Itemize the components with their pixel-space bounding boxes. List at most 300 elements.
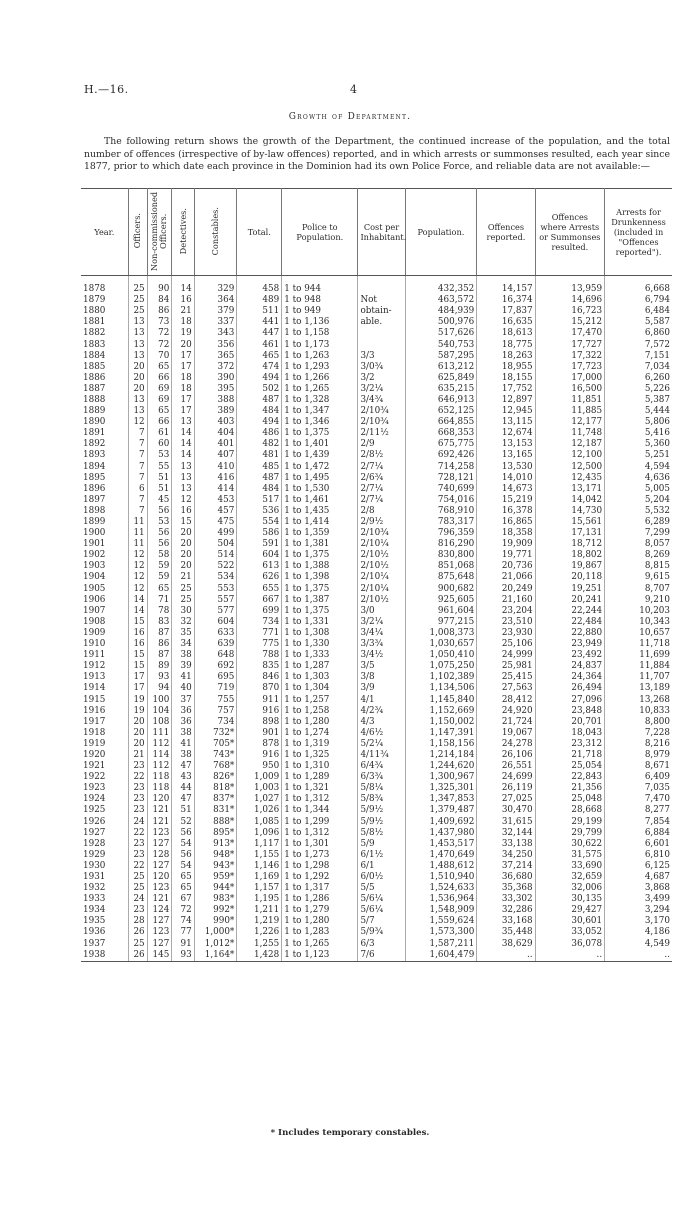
cell-detectives: 20 — [172, 550, 194, 561]
cell-total: 591 — [237, 539, 282, 550]
cell-constables: 743* — [194, 750, 237, 761]
cell-officers: 25 — [128, 306, 147, 317]
cell-drunkenness: 4,594 — [644, 461, 670, 472]
cell-detectives: 18 — [172, 317, 194, 328]
cell-cost-per-inhabitant: 2/10½ — [358, 595, 405, 606]
cell-year: 1895 — [81, 473, 128, 484]
cell-total: 626 — [237, 572, 282, 583]
cell-detectives: 91 — [172, 939, 194, 950]
cell-year: 1887 — [81, 384, 128, 395]
cell-year: 1897 — [81, 495, 128, 506]
cell-police-to-population: 1 to 1,265 — [282, 939, 358, 950]
cell-arrests-summonses: 29,799 — [535, 828, 605, 839]
cell-cost-per-inhabitant: 2/11½ — [358, 428, 405, 439]
col-header-police-to-population: Police to Population. — [282, 189, 358, 276]
cell-offences-reported: 13,153 — [477, 439, 535, 450]
cell-ncos: 56 — [147, 528, 172, 539]
cell-police-to-population: 1 to 1,461 — [282, 495, 358, 506]
cell-drunkenness: 8,057 — [644, 539, 670, 550]
cell-detectives: 13 — [172, 462, 194, 473]
cell-police-to-population: 1 to 1,289 — [282, 772, 358, 783]
cell-detectives: 14 — [172, 284, 194, 295]
cell-ncos: 69 — [147, 395, 172, 406]
cell-ncos: 72 — [147, 339, 172, 350]
cell-ncos: 59 — [147, 561, 172, 572]
cell-drunkenness: 8,707 — [644, 583, 670, 594]
cell-cost-per-inhabitant: 2/8 — [358, 506, 405, 517]
cell-cost-per-inhabitant: 2/9 — [358, 439, 405, 450]
cell-police-to-population: 1 to 1,381 — [282, 539, 358, 550]
cell-ncos: 70 — [147, 351, 172, 362]
spacer-cell — [405, 276, 477, 285]
cell-cost-per-inhabitant: 2/10¾ — [358, 406, 405, 417]
cell-officers: 13 — [128, 317, 147, 328]
cell-ncos: 90 — [147, 284, 172, 295]
cell-arrests-summonses: 33,690 — [535, 861, 605, 872]
cell-cost-per-inhabitant: 2/10¾ — [358, 528, 405, 539]
cell-cost-per-inhabitant: 6/3 — [358, 939, 405, 950]
cell-constables: 768* — [194, 761, 237, 772]
cell-year: 1894 — [81, 462, 128, 473]
cell-year: 1907 — [81, 606, 128, 617]
cell-total: 846 — [237, 672, 282, 683]
cell-total: 494 — [237, 373, 282, 384]
cell-constables: 453 — [194, 495, 237, 506]
cell-arrests-summonses: 23,949 — [535, 639, 605, 650]
cell-police-to-population: 1 to 1,279 — [282, 905, 358, 916]
table-row — [81, 539, 672, 550]
cell-year: 1898 — [81, 506, 128, 517]
cell-offences-reported: 18,955 — [477, 362, 535, 373]
cell-officers: 23 — [128, 783, 147, 794]
cell-drunkenness: 4,549 — [644, 938, 670, 949]
cell-population: 1,470,649 — [405, 850, 477, 861]
cell-year: 1928 — [81, 839, 128, 850]
cell-police-to-population: 1 to 944 — [282, 284, 358, 295]
cell-ncos: 127 — [147, 939, 172, 950]
cell-police-to-population: 1 to 1,328 — [282, 395, 358, 406]
cell-officers: 23 — [128, 794, 147, 805]
cell-constables: 983* — [194, 894, 237, 905]
cell-year: 1933 — [81, 894, 128, 905]
table-row — [81, 650, 672, 661]
cell-total: 1,155 — [237, 850, 282, 861]
cell-year: 1935 — [81, 916, 128, 927]
cell-year: 1927 — [81, 828, 128, 839]
cell-constables: 648 — [194, 650, 237, 661]
cell-police-to-population: 1 to 1,398 — [282, 572, 358, 583]
table-row — [81, 417, 672, 428]
cell-detectives: 47 — [172, 761, 194, 772]
cell-constables: 1,012* — [194, 939, 237, 950]
cell-total: 1,096 — [237, 828, 282, 839]
cell-detectives: 65 — [172, 872, 194, 883]
cell-population: 1,548,909 — [405, 905, 477, 916]
cell-ncos: 112 — [147, 761, 172, 772]
table-row — [81, 739, 672, 750]
cell-offences-reported: 17,752 — [477, 384, 535, 395]
cell-constables: 633 — [194, 628, 237, 639]
cell-cost-per-inhabitant — [358, 284, 405, 295]
cell-offences-reported: 24,699 — [477, 772, 535, 783]
cell-detectives: 20 — [172, 528, 194, 539]
cell-population: 668,353 — [405, 428, 477, 439]
cell-offences-reported: 18,155 — [477, 373, 535, 384]
cell-cost-per-inhabitant: 3/4¼ — [358, 628, 405, 639]
cell-year: 1916 — [81, 706, 128, 717]
cell-population: 1,573,300 — [405, 927, 477, 938]
cell-constables: 395 — [194, 384, 237, 395]
cell-year: 1905 — [81, 584, 128, 595]
cell-population: 1,409,692 — [405, 817, 477, 828]
cell-ncos: 65 — [147, 584, 172, 595]
cell-officers: 23 — [128, 761, 147, 772]
cell-officers: 22 — [128, 861, 147, 872]
cell-constables: 695 — [194, 672, 237, 683]
cell-police-to-population: 1 to 1,375 — [282, 584, 358, 595]
cell-population: 740,699 — [405, 484, 477, 495]
cell-ncos: 56 — [147, 506, 172, 517]
cell-drunkenness: 6,125 — [644, 860, 670, 871]
cell-detectives: 25 — [172, 584, 194, 595]
cell-constables: 499 — [194, 528, 237, 539]
cell-cost-per-inhabitant: 3/2¼ — [358, 617, 405, 628]
cell-constables: 577 — [194, 606, 237, 617]
cell-constables: 504 — [194, 539, 237, 550]
cell-ncos: 66 — [147, 417, 172, 428]
cell-total: 447 — [237, 328, 282, 339]
table-row — [81, 484, 672, 495]
cell-total: 1,169 — [237, 872, 282, 883]
cell-drunkenness: 6,884 — [644, 827, 670, 838]
cell-cost-per-inhabitant: 5/2¼ — [358, 739, 405, 750]
cell-cost-per-inhabitant: 3/2 — [358, 373, 405, 384]
cell-ncos: 59 — [147, 572, 172, 583]
cell-arrests-summonses: 31,575 — [535, 850, 605, 861]
cell-arrests-summonses: 29,427 — [535, 905, 605, 916]
cell-cost-per-inhabitant: obtain- — [358, 306, 405, 317]
cell-cost-per-inhabitant: 5/9½ — [358, 805, 405, 816]
spacer-cell — [477, 276, 535, 285]
cell-offences-reported: 20,736 — [477, 561, 535, 572]
cell-ncos: 55 — [147, 462, 172, 473]
cell-drunkenness: 4,186 — [644, 927, 670, 938]
cell-police-to-population: 1 to 1,325 — [282, 750, 358, 761]
cell-officers: 19 — [128, 706, 147, 717]
cell-year: 1899 — [81, 517, 128, 528]
cell-cost-per-inhabitant: 3/4½ — [358, 650, 405, 661]
cell-police-to-population: 1 to 1,258 — [282, 706, 358, 717]
cell-detectives: 41 — [172, 739, 194, 750]
cell-officers: 23 — [128, 905, 147, 916]
cell-detectives: 30 — [172, 606, 194, 617]
cell-officers: 7 — [128, 462, 147, 473]
cell-cost-per-inhabitant: 3/8 — [358, 672, 405, 683]
cell-detectives: 14 — [172, 439, 194, 450]
cell-cost-per-inhabitant: 4/11¾ — [358, 750, 405, 761]
cell-police-to-population: 1 to 1,312 — [282, 828, 358, 839]
cell-arrests-summonses: 13,959 — [535, 284, 605, 295]
cell-drunkenness: 6,601 — [644, 838, 670, 849]
cell-officers: 16 — [128, 639, 147, 650]
cell-population: 1,147,391 — [405, 728, 477, 739]
cell-arrests-summonses: 17,723 — [535, 362, 605, 373]
cell-year: 1879 — [81, 295, 128, 306]
table-row — [81, 428, 672, 439]
cell-police-to-population: 1 to 948 — [282, 295, 358, 306]
cell-total: 1,428 — [237, 950, 282, 962]
section-heading: Growth of Department. — [288, 112, 412, 122]
cell-arrests-summonses: 20,241 — [535, 595, 605, 606]
cell-arrests-summonses: 15,561 — [535, 517, 605, 528]
cell-population: 1,437,980 — [405, 828, 477, 839]
cell-constables: 990* — [194, 916, 237, 927]
table-spacer-row — [81, 276, 672, 285]
cell-constables: 831* — [194, 805, 237, 816]
cell-ncos: 65 — [147, 362, 172, 373]
cell-year: 1921 — [81, 761, 128, 772]
cell-constables: 329 — [194, 284, 237, 295]
cell-detectives: 72 — [172, 905, 194, 916]
cell-arrests-summonses: 30,135 — [535, 894, 605, 905]
table-row — [81, 672, 672, 683]
cell-ncos: 114 — [147, 750, 172, 761]
cell-arrests-summonses: 28,668 — [535, 805, 605, 816]
cell-detectives: 13 — [172, 484, 194, 495]
cell-total: 461 — [237, 339, 282, 350]
cell-cost-per-inhabitant: 5/9 — [358, 839, 405, 850]
cell-constables: 992* — [194, 905, 237, 916]
cell-offences-reported: 20,249 — [477, 584, 535, 595]
cell-offences-reported: 14,010 — [477, 473, 535, 484]
cell-offences-reported: 15,219 — [477, 495, 535, 506]
cell-officers: 26 — [128, 950, 147, 962]
cell-year: 1885 — [81, 362, 128, 373]
cell-population: 1,325,301 — [405, 783, 477, 794]
cell-arrests-summonses: 11,748 — [535, 428, 605, 439]
cell-officers: 25 — [128, 284, 147, 295]
table-row — [81, 450, 672, 461]
cell-detectives: 14 — [172, 428, 194, 439]
cell-arrests-summonses: 12,177 — [535, 417, 605, 428]
table-row — [81, 717, 672, 728]
cell-population: 1,559,624 — [405, 916, 477, 927]
cell-cost-per-inhabitant: 5/8¾ — [358, 794, 405, 805]
cell-ncos: 128 — [147, 850, 172, 861]
cell-ncos: 118 — [147, 772, 172, 783]
cell-drunkenness: 6,668 — [644, 284, 670, 295]
cell-arrests-summonses: 17,470 — [535, 328, 605, 339]
cell-detectives: 44 — [172, 783, 194, 794]
cell-offences-reported: 16,865 — [477, 517, 535, 528]
cell-total: 554 — [237, 517, 282, 528]
cell-arrests-summonses: 30,622 — [535, 839, 605, 850]
table-row — [81, 395, 672, 406]
col-header-constables: Constables. — [194, 189, 237, 276]
table-row — [81, 584, 672, 595]
cell-officers: 24 — [128, 817, 147, 828]
cell-arrests-summonses: 14,042 — [535, 495, 605, 506]
cell-total: 734 — [237, 617, 282, 628]
cell-cost-per-inhabitant — [358, 328, 405, 339]
cell-cost-per-inhabitant: 6/0½ — [358, 872, 405, 883]
cell-total: 655 — [237, 584, 282, 595]
cell-police-to-population: 1 to 1,265 — [282, 384, 358, 395]
cell-officers: 22 — [128, 772, 147, 783]
cell-constables: 414 — [194, 484, 237, 495]
cell-detectives: 16 — [172, 506, 194, 517]
cell-ncos: 104 — [147, 706, 172, 717]
cell-cost-per-inhabitant: 3/3 — [358, 351, 405, 362]
cell-police-to-population: 1 to 1,330 — [282, 639, 358, 650]
cell-arrests-summonses: 18,043 — [535, 728, 605, 739]
cell-cost-per-inhabitant: 2/10¼ — [358, 539, 405, 550]
cell-police-to-population: 1 to 1,304 — [282, 683, 358, 694]
cell-police-to-population: 1 to 1,387 — [282, 595, 358, 606]
footnote: * Includes temporary constables. — [270, 1128, 430, 1138]
cell-detectives: 65 — [172, 883, 194, 894]
cell-population: 500,976 — [405, 317, 477, 328]
cell-total: 950 — [237, 761, 282, 772]
cell-cost-per-inhabitant: 2/7¼ — [358, 484, 405, 495]
cell-drunkenness: 6,860 — [644, 328, 670, 339]
cell-police-to-population: 1 to 1,308 — [282, 628, 358, 639]
cell-arrests-summonses: 15,212 — [535, 317, 605, 328]
cell-population: 1,347,853 — [405, 794, 477, 805]
cell-police-to-population: 1 to 1,472 — [282, 462, 358, 473]
cell-drunkenness: 6,409 — [644, 772, 670, 783]
cell-offences-reported: 12,674 — [477, 428, 535, 439]
cell-ncos: 86 — [147, 306, 172, 317]
cell-year: 1931 — [81, 872, 128, 883]
cell-offences-reported: 16,378 — [477, 506, 535, 517]
cell-ncos: 56 — [147, 539, 172, 550]
cell-drunkenness: 11,884 — [639, 661, 670, 672]
cell-police-to-population: 1 to 1,303 — [282, 672, 358, 683]
cell-police-to-population: 1 to 1,273 — [282, 850, 358, 861]
cell-population: 1,145,840 — [405, 694, 477, 705]
table-row — [81, 828, 672, 839]
cell-ncos: 58 — [147, 550, 172, 561]
cell-officers: 12 — [128, 550, 147, 561]
cell-arrests-summonses: 32,659 — [535, 872, 605, 883]
cell-police-to-population: 1 to 1,123 — [282, 950, 358, 962]
cell-offences-reported: 38,629 — [477, 939, 535, 950]
cell-population: 816,290 — [405, 539, 477, 550]
cell-detectives: 18 — [172, 373, 194, 384]
cell-arrests-summonses: 21,718 — [535, 750, 605, 761]
cell-year: 1901 — [81, 539, 128, 550]
cell-cost-per-inhabitant: 2/10¼ — [358, 572, 405, 583]
cell-offences-reported: 13,115 — [477, 417, 535, 428]
cell-officers: 15 — [128, 661, 147, 672]
cell-total: 1,195 — [237, 894, 282, 905]
cell-population: 1,510,940 — [405, 872, 477, 883]
cell-drunkenness: 9,210 — [644, 594, 670, 605]
cell-drunkenness: 3,868 — [644, 883, 670, 894]
cell-ncos: 123 — [147, 927, 172, 938]
cell-officers: 23 — [128, 805, 147, 816]
cell-drunkenness: 6,810 — [644, 849, 670, 860]
growth-table — [81, 188, 672, 962]
cell-arrests-summonses: 27,096 — [535, 694, 605, 705]
cell-drunkenness: 7,854 — [644, 816, 670, 827]
cell-offences-reported: 25,106 — [477, 639, 535, 650]
cell-constables: 372 — [194, 362, 237, 373]
cell-drunkenness: 3,499 — [644, 894, 670, 905]
cell-arrests-summonses: 23,312 — [535, 739, 605, 750]
cell-drunkenness: 8,800 — [644, 716, 670, 727]
cell-ncos: 93 — [147, 672, 172, 683]
cell-constables: 757 — [194, 706, 237, 717]
cell-total: 474 — [237, 362, 282, 373]
cell-detectives: 93 — [172, 950, 194, 962]
cell-offences-reported: 16,374 — [477, 295, 535, 306]
cell-police-to-population: 1 to 1,346 — [282, 417, 358, 428]
cell-detectives: 15 — [172, 517, 194, 528]
cell-officers: 21 — [128, 750, 147, 761]
cell-detectives: 38 — [172, 650, 194, 661]
cell-constables: 364 — [194, 295, 237, 306]
cell-year: 1911 — [81, 650, 128, 661]
table-row — [81, 661, 672, 672]
cell-year: 1881 — [81, 317, 128, 328]
cell-population: 1,536,964 — [405, 894, 477, 905]
cell-year: 1915 — [81, 694, 128, 705]
cell-total: 775 — [237, 639, 282, 650]
cell-offences-reported: 33,302 — [477, 894, 535, 905]
cell-police-to-population: 1 to 1,401 — [282, 439, 358, 450]
cell-arrests-summonses: 17,322 — [535, 351, 605, 362]
cell-offences-reported: 13,165 — [477, 450, 535, 461]
cell-offences-reported: 14,157 — [477, 284, 535, 295]
cell-drunkenness: 7,035 — [644, 783, 670, 794]
cell-total: 481 — [237, 450, 282, 461]
table-row — [81, 595, 672, 606]
cell-detectives: 21 — [172, 572, 194, 583]
table-row — [81, 817, 672, 828]
cell-police-to-population: 1 to 949 — [282, 306, 358, 317]
cell-ncos: 72 — [147, 328, 172, 339]
cell-offences-reported: 24,999 — [477, 650, 535, 661]
cell-detectives: 43 — [172, 772, 194, 783]
cell-year: 1908 — [81, 617, 128, 628]
cell-population: 977,215 — [405, 617, 477, 628]
cell-drunkenness: 5,360 — [644, 439, 670, 450]
cell-constables: 404 — [194, 428, 237, 439]
table-row — [81, 384, 672, 395]
cell-drunkenness: 5,204 — [644, 494, 670, 505]
cell-ncos: 66 — [147, 373, 172, 384]
cell-constables: 410 — [194, 462, 237, 473]
cell-arrests-summonses: 14,696 — [535, 295, 605, 306]
cell-total: 441 — [237, 317, 282, 328]
cell-constables: 407 — [194, 450, 237, 461]
cell-police-to-population: 1 to 1,257 — [282, 694, 358, 705]
cell-constables: 475 — [194, 517, 237, 528]
cell-officers: 15 — [128, 617, 147, 628]
cell-officers: 7 — [128, 473, 147, 484]
cell-offences-reported: 34,250 — [477, 850, 535, 861]
cell-drunkenness: 13,189 — [639, 683, 670, 694]
cell-police-to-population: 1 to 1,310 — [282, 761, 358, 772]
cell-population: 1,050,410 — [405, 650, 477, 661]
cell-total: 487 — [237, 473, 282, 484]
cell-drunkenness: 6,484 — [644, 306, 670, 317]
cell-cost-per-inhabitant: 3/5 — [358, 661, 405, 672]
cell-year: 1914 — [81, 683, 128, 694]
cell-detectives: 21 — [172, 306, 194, 317]
